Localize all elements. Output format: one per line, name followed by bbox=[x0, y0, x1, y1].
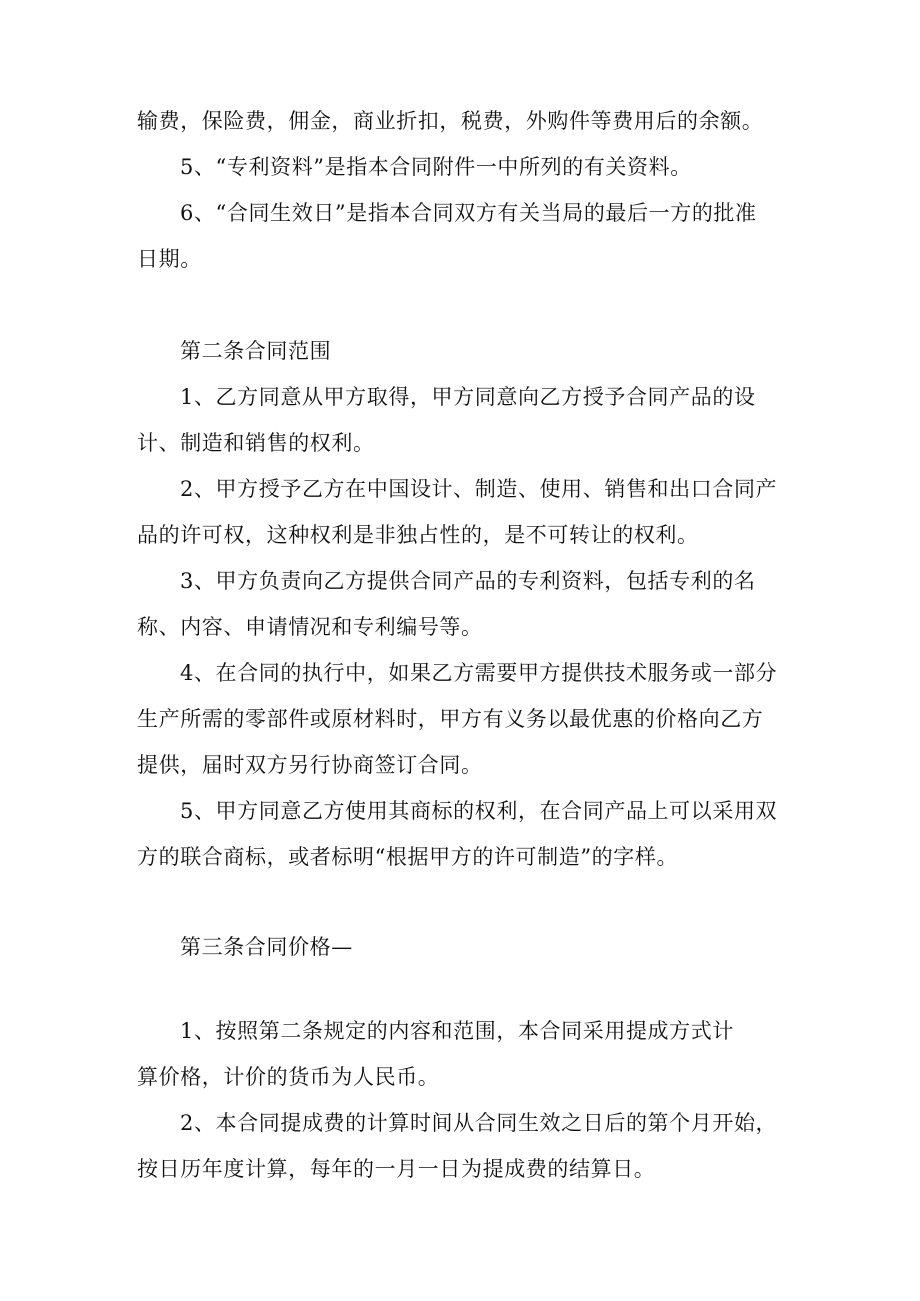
text-line: 生产所需的零部件或原材料时，甲方有义务以最优惠的价格向乙方 bbox=[137, 707, 764, 731]
text-line: 算价格，计价的货币为人民币。 bbox=[137, 1065, 440, 1089]
text-line: 5、“专利资料”是指本合同附件一中所列的有关资料。 bbox=[180, 155, 692, 179]
text-line: 2、本合同提成费的计算时间从合同生效之日后的第个月开始， bbox=[180, 1111, 778, 1135]
text-line: 1、按照第二条规定的内容和范围，本合同采用提成方式计 bbox=[180, 1019, 734, 1043]
text-line: 2、甲方授予乙方在中国设计、制造、使用、销售和出口合同产 bbox=[180, 477, 778, 501]
text-line: 按日历年度计算，每年的一月一日为提成费的结算日。 bbox=[137, 1157, 656, 1181]
text-line: 4、在合同的执行中，如果乙方需要甲方提供技术服务或一部分 bbox=[180, 661, 778, 685]
text-line: 日期。 bbox=[137, 247, 202, 271]
text-line: 计、制造和销售的权利。 bbox=[137, 431, 375, 455]
text-line: 输费，保险费，佣金，商业折扣，税费，外购件等费用后的余额。 bbox=[137, 109, 764, 133]
text-line: 品的许可权，这种权利是非独占性的，是不可转让的权利。 bbox=[137, 523, 699, 547]
text-line: 方的联合商标，或者标明“根据甲方的许可制造”的字样。 bbox=[137, 845, 679, 869]
text-line: 提供，届时双方另行协商签订合同。 bbox=[137, 753, 483, 777]
text-line: 5、甲方同意乙方使用其商标的权利，在合同产品上可以采用双 bbox=[180, 799, 778, 823]
text-line: 3、甲方负责向乙方提供合同产品的专利资料，包括专利的名 bbox=[180, 569, 756, 593]
section-heading: 第三条合同价格— bbox=[180, 935, 353, 959]
text-line: 6、“合同生效日”是指本合同双方有关当局的最后一方的批准 bbox=[180, 201, 757, 225]
text-line: 1、乙方同意从甲方取得，甲方同意向乙方授予合同产品的设 bbox=[180, 385, 756, 409]
section-heading: 第二条合同范围 bbox=[180, 339, 332, 363]
text-line: 称、内容、申请情况和专利编号等。 bbox=[137, 615, 483, 639]
